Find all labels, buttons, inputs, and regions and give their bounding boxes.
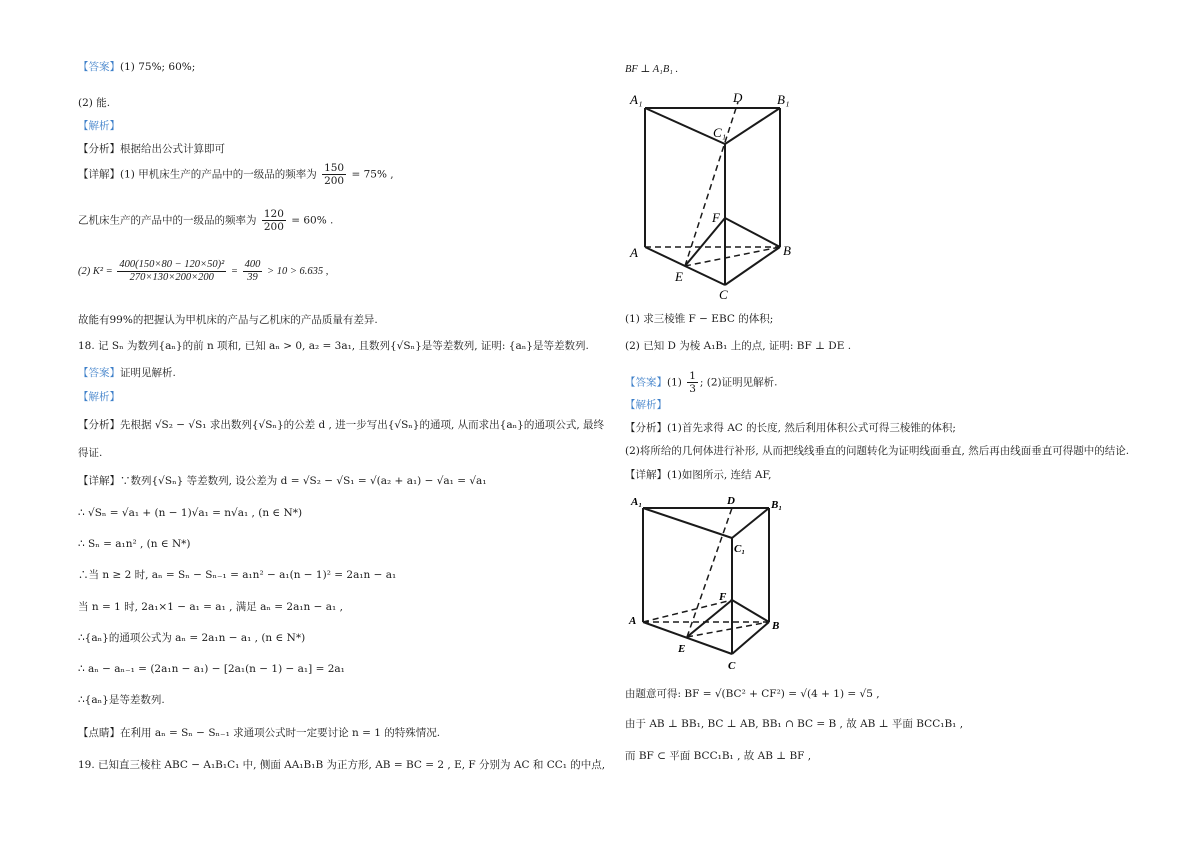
k2-mid-fraction bbox=[243, 259, 263, 284]
detail-18-4: ∴当 n ≥ 2 时, aₙ = Sₙ − Sₙ₋₁ = a₁n² − a₁(n − 1)² = 2a₁n − a₁ bbox=[78, 569, 397, 581]
label-B: B bbox=[783, 243, 791, 258]
k2-fraction bbox=[117, 259, 226, 284]
frac-result: = 75% , bbox=[351, 168, 394, 181]
frac-den: 3 bbox=[689, 383, 696, 395]
answer-tag: 【答案】 bbox=[78, 61, 120, 73]
analysis-18-b: 得证. bbox=[78, 447, 103, 459]
frac-den: 270×130×200×200 bbox=[129, 272, 214, 283]
k2-formula: (2) K² = $\frac{\text{400(150×80 − 120×50)²}}{270\times 130\times 200\times 200}$ = $\frac{400}{39}$ > 10 > 6.635 , bbox=[78, 259, 329, 283]
frac-num: 120 bbox=[263, 208, 284, 220]
detail-19: 【详解】(1)如图所示, 连结 AF, bbox=[625, 469, 772, 481]
frac-den: 39 bbox=[247, 272, 258, 283]
question-18: 18. 记 Sₙ 为数列{aₙ}的前 n 项和, 已知 aₙ > 0, a₂ = 3a₁, 且数列{√Sₙ}是等差数列, 证明: {aₙ}是等差数列. bbox=[78, 340, 589, 352]
label-A: A bbox=[629, 615, 637, 627]
detail-19-bf: 由题意可得: BF = √(BC² + CF²) = √(4 + 1) = √5 , bbox=[625, 688, 880, 700]
detail-19-plane: 由于 AB ⊥ BB₁, BC ⊥ AB, BB₁ ∩ BC = B , 故 AB ⊥ 平面 BCC₁B₁ , bbox=[625, 718, 964, 730]
label-C1: C₁ bbox=[713, 125, 727, 140]
detail-17-text: 【详解】(1) 甲机床生产的产品中的一级品的频率为 bbox=[78, 168, 317, 181]
k2-result: > 10 > 6.635 , bbox=[266, 265, 329, 277]
prism-figure-2 bbox=[627, 492, 797, 674]
frac-den: 200 bbox=[263, 221, 284, 233]
conclusion-17: 故能有99%的把握认为甲机床的产品与乙机床的产品质量有差异. bbox=[78, 314, 378, 326]
label-D: D bbox=[733, 90, 743, 105]
answer-17-part1: (1) 75%; 60%; bbox=[120, 61, 196, 73]
detail-18-5: 当 n = 1 时, 2a₁×1 − a₁ = a₁ , 满足 aₙ = 2a₁n − a₁ , bbox=[78, 601, 343, 613]
frac-num: 1 bbox=[689, 370, 696, 382]
detail-18-3: ∴ Sₙ = a₁n² , (n ∈ N*) bbox=[78, 538, 191, 550]
label-A: A bbox=[630, 245, 638, 260]
frac-result: = 60% . bbox=[291, 214, 334, 227]
answer-tag: 【答案】 bbox=[78, 367, 120, 379]
answer-19 bbox=[625, 370, 778, 395]
label-C1: C₁ bbox=[734, 543, 746, 555]
detail-19-perp: 而 BF ⊂ 平面 BCC₁B₁ , 故 AB ⊥ BF , bbox=[625, 750, 812, 762]
analysis-18-a: 【分析】先根据 √S₂ − √S₁ 求出数列{√Sₙ}的公差 d , 进一步写出{√Sₙ}的通项, 从而求出{aₙ}的通项公式, 最终 bbox=[78, 419, 604, 431]
answer-19-part2: ; (2)证明见解析. bbox=[699, 376, 778, 389]
frac-num: 150 bbox=[324, 162, 345, 174]
jiexi-tag-19: 【解析】 bbox=[625, 399, 667, 411]
answer-17 bbox=[78, 60, 195, 74]
frac-den: 200 bbox=[324, 175, 345, 187]
detail-18-7: ∴ aₙ − aₙ₋₁ = (2a₁n − a₁) − [2a₁(n − 1) − a₁] = 2a₁ bbox=[78, 663, 345, 675]
label-D: D bbox=[727, 495, 735, 507]
label-B1: B₁ bbox=[777, 92, 790, 107]
label-C: C bbox=[728, 660, 736, 672]
label-B: B bbox=[772, 620, 780, 632]
answer-17-part2: (2) 能. bbox=[78, 97, 111, 109]
fraction-120-200 bbox=[262, 208, 286, 233]
yi-text: 乙机床生产的产品中的一级品的频率为 bbox=[78, 214, 257, 227]
label-C: C bbox=[719, 287, 728, 302]
label-F: F bbox=[712, 210, 720, 225]
detail-18-8: ∴{aₙ}是等差数列. bbox=[78, 694, 165, 706]
detail-18-6: ∴{aₙ}的通项公式为 aₙ = 2a₁n − a₁ , (n ∈ N*) bbox=[78, 632, 306, 644]
label-B1: B₁ bbox=[771, 499, 783, 511]
frac-num: 400 bbox=[244, 259, 261, 270]
label-A1: A₁ bbox=[631, 496, 643, 508]
label-E: E bbox=[678, 643, 686, 655]
jiexi-tag-17: 【解析】 bbox=[78, 120, 120, 132]
k2-prefix: (2) K² = bbox=[78, 265, 113, 277]
right-top-line: BF ⊥ A₁B₁ . bbox=[625, 64, 679, 75]
prism-figure-1 bbox=[625, 90, 805, 302]
question-19: 19. 已知直三棱柱 ABC − A₁B₁C₁ 中, 侧面 AA₁B₁B 为正方形, AB = BC = 2 , E, F 分别为 AC 和 CC₁ 的中点, bbox=[78, 759, 606, 771]
detail-17-line2 bbox=[78, 208, 333, 233]
frac-num: 400(150×80 − 120×50)² bbox=[119, 259, 225, 270]
answer-18-text: 证明见解析. bbox=[120, 367, 176, 379]
answer-tag: 【答案】 bbox=[625, 376, 667, 389]
question-19-2: (2) 已知 D 为棱 A₁B₁ 上的点, 证明: BF ⊥ DE . bbox=[625, 340, 852, 352]
label-E: E bbox=[675, 269, 683, 284]
analysis-19-b: (2)将所给的几何体进行补形, 从而把线线垂直的问题转化为证明线面垂直, 然后再由线面垂直可得题中的结论. bbox=[625, 445, 1130, 457]
question-19-1: (1) 求三棱锥 F − EBC 的体积; bbox=[625, 313, 774, 325]
detail-17-line1 bbox=[78, 162, 394, 187]
label-A1: A₁ bbox=[630, 92, 643, 107]
jiexi-tag-18: 【解析】 bbox=[78, 391, 120, 403]
label-F: F bbox=[719, 591, 727, 603]
analysis-19-a: 【分析】(1)首先求得 AC 的长度, 然后利用体积公式可得三棱锥的体积; bbox=[625, 422, 956, 434]
detail-18-1: 【详解】∵数列{√Sₙ} 等差数列, 设公差为 d = √S₂ − √S₁ = √(a₂ + a₁) − √a₁ = √a₁ bbox=[78, 475, 487, 487]
fraction-one-third bbox=[687, 370, 698, 395]
fraction-150-200 bbox=[322, 162, 346, 187]
answer-18 bbox=[78, 366, 176, 380]
answer-19-part1: (1) bbox=[667, 376, 682, 389]
tip-18: 【点睛】在利用 aₙ = Sₙ − Sₙ₋₁ 求通项公式时一定要讨论 n = 1 的特殊情况. bbox=[78, 727, 441, 739]
detail-18-2: ∴ √Sₙ = √a₁ + (n − 1)√a₁ = n√a₁ , (n ∈ N*) bbox=[78, 507, 303, 519]
analysis-17: 【分析】根据给出公式计算即可 bbox=[78, 143, 225, 155]
